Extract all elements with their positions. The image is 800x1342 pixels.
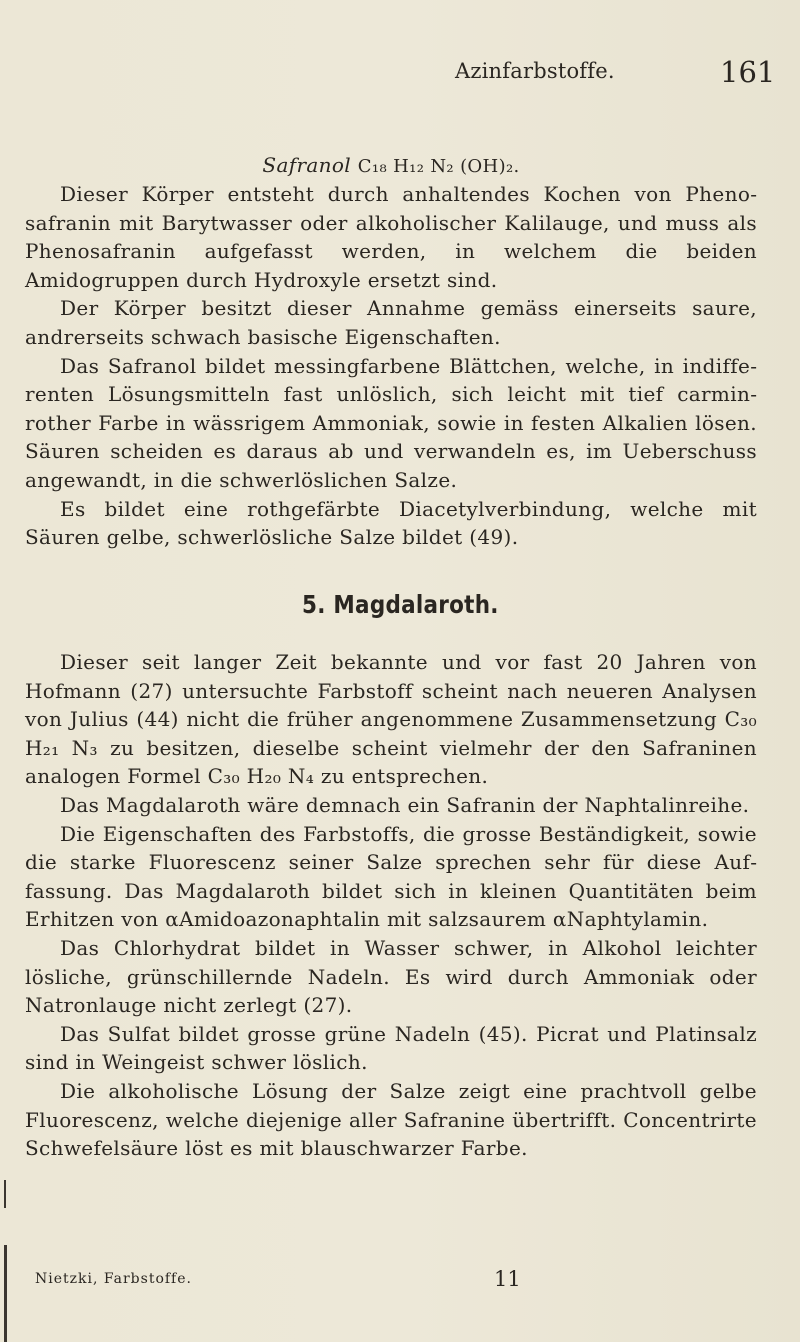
magdalaroth-section bbox=[25, 648, 757, 1163]
page-number: 161 bbox=[720, 55, 776, 89]
paragraph: Es bildet eine rothgefärbte Diacetylverbindung, welche mit Säuren gelbe, schwerlösliche Salze bildet (49). bbox=[25, 496, 757, 550]
paragraph: Das Sulfat bildet grosse grüne Nadeln (45). Picrat und Platinsalz sind in Weingeist schwer löslich. bbox=[25, 1021, 757, 1075]
paragraph: Dieser seit langer Zeit bekannte und vor fast 20 Jahren von Hofmann (27) untersuchte Farbstoff scheint nach neueren Analysen von Julius (44) nicht die früher angenommene Zusammensetzung C₃₀ H₂₁ N₃ zu besitzen, dieselbe scheint vielmehr der den Safraninen analogen Formel C₃₀ H₂₀ N₄ zu entsprechen. bbox=[25, 650, 757, 789]
paragraph: Das Safranol bildet messingfarbene Blättchen, welche, in indifferenten Lösungsmitteln fast unlöslich, sich leicht mit tief carminrother Farbe in wässrigem Ammoniak, sowie in festen Alkalien lösen. Säuren scheiden es daraus ab und verwandeln es, im Ueberschuss angewandt, in die schwerlöslichen Salze. bbox=[25, 353, 757, 492]
safranol-section bbox=[25, 150, 757, 552]
page-edge-mark bbox=[4, 1180, 6, 1208]
running-head bbox=[0, 55, 800, 95]
signature-mark: Nietzki, Farbstoffe. bbox=[35, 1271, 192, 1287]
sheet-number: 11 bbox=[494, 1267, 521, 1291]
running-title: Azinfarbstoffe. bbox=[455, 59, 615, 83]
safranol-heading bbox=[25, 150, 757, 180]
paragraph: Die alkoholische Lösung der Salze zeigt eine prachtvoll gelbe Fluorescenz, welche diejenige aller Safranine übertrifft. Concentrirte Schwefelsäure löst es mit blauschwarzer Farbe. bbox=[25, 1078, 757, 1161]
paragraph: Der Körper besitzt dieser Annahme gemäss einerseits saure, andrerseits schwach basische Eigenschaften. bbox=[25, 296, 757, 349]
section-heading bbox=[0, 590, 800, 619]
paragraph: Das Chlorhydrat bildet in Wasser schwer, in Alkohol leichter lösliche, grünschillernde Nadeln. Es wird durch Ammoniak oder Natronlauge nicht zerlegt (27). bbox=[25, 935, 757, 1018]
section-title: 5. Magdalaroth. bbox=[301, 590, 499, 619]
paragraph: Die Eigenschaften des Farbstoffs, die grosse Beständigkeit, sowie die starke Fluorescenz seiner Salze sprechen sehr für diese Auffassung. Das Magdalaroth bildet sich in kleinen Quantitäten beim Erhitzen von αAmidoazonaphtalin mit salzsaurem αNaphtylamin. bbox=[25, 821, 757, 932]
paragraph: Das Magdalaroth wäre demnach ein Safranin der Naphtalinreihe. bbox=[60, 792, 750, 817]
compound-name: Safranol bbox=[262, 153, 352, 177]
compound-formula: C₁₈ H₁₂ N₂ (OH)₂. bbox=[357, 156, 520, 177]
page-footer bbox=[0, 1267, 800, 1295]
paragraph: Dieser Körper entsteht durch anhaltendes Kochen von Phenosafranin mit Barytwasser oder alkoholischer Kalilauge, und muss als Phenosafranin aufgefasst werden, in welchem die beiden Amidogruppen durch Hydroxyle ersetzt sind. bbox=[25, 182, 757, 292]
